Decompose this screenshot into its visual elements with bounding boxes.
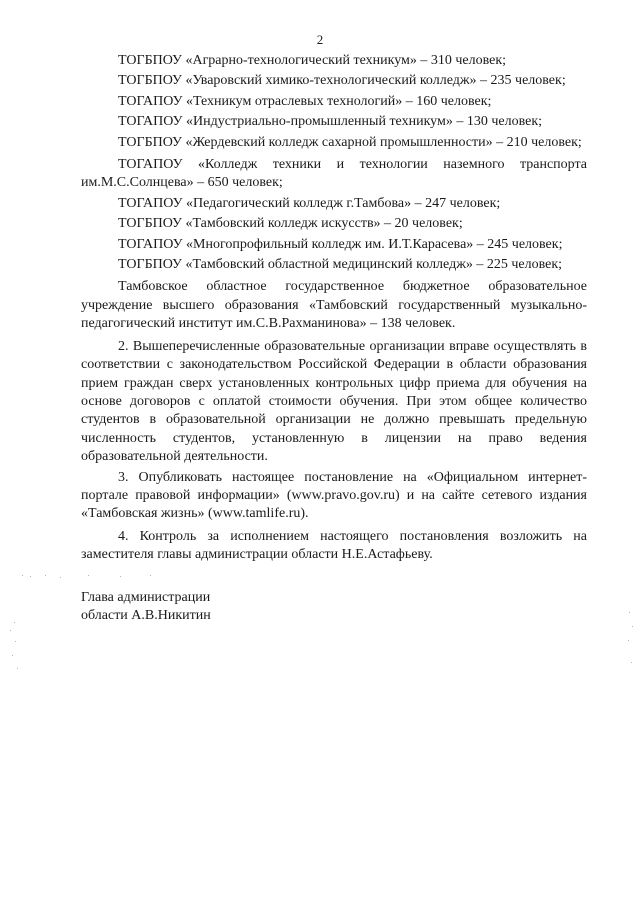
paragraph-publication: 3. Опубликовать настоящее постановление на «Официальном интернет-портале правовой информации» (www.pravo.gov.ru) и на сайте сетевого издания «Тамбовская жизнь» (www.tamlife.ru). xyxy=(81,469,587,522)
org-entry-pedagogical: ТОГАПОУ «Педагогический колледж г.Тамбова» – 247 человек; xyxy=(118,195,501,211)
org-entry-medical: ТОГБПОУ «Тамбовский областной медицинский колледж» – 225 человек; xyxy=(118,257,563,273)
org-entry-agrarian: ТОГБПОУ «Аграрно-технологический техникум» – 310 человек; xyxy=(118,53,507,68)
page-number: 2 xyxy=(316,32,324,47)
org-entry-arts: ТОГБПОУ «Тамбовский колледж искусств» – 20 человек; xyxy=(118,216,463,232)
paragraph-control: 4. Контроль за исполнением настоящего постановления возложить на заместителя главы администрации области Н.Е.Астафьеву. xyxy=(81,528,587,563)
document-body xyxy=(81,52,587,565)
signature-block xyxy=(81,589,211,625)
org-entry-industrial: ТОГАПОУ «Индустриально-промышленный техникум» – 130 человек; xyxy=(118,114,543,130)
org-entry-music-institute: Тамбовское областное государственное бюджетное образовательное учреждение высшего образования «Тамбовский государственный музыкально-педагогический институт им.С.В.Рахманинова» – 138 человек. xyxy=(81,279,587,332)
org-entry-uvarovsky: ТОГБПОУ «Уваровский химико-технологический колледж» – 235 человек; xyxy=(118,73,566,89)
paragraph-admission: 2. Вышеперечисленные образовательные организации вправе осуществлять в соответствии с законодательством Российской Федерации в области образования прием граждан сверх установленных контрольных цифр приема для обучения на основе договоров с оплатой стоимости обучения. При этом общее количество студентов в образовательной организации не должно превышать предельную численность студентов, установленную в лицензии на право ведения образовательной деятельности. xyxy=(81,338,587,465)
signature-title: Глава администрации xyxy=(81,590,211,605)
org-entry-zherdevsky: ТОГБПОУ «Жердевский колледж сахарной промышленности» – 210 человек; xyxy=(118,134,582,150)
org-entry-transport: ТОГАПОУ «Колледж техники и технологии наземного транспорта им.М.С.Солнцева» – 650 человек; xyxy=(81,157,587,191)
org-entry-branch-tech: ТОГАПОУ «Техникум отраслевых технологий» – 160 человек; xyxy=(118,93,492,109)
signature-name: области А.В.Никитин xyxy=(81,608,211,623)
org-entry-multiprofile: ТОГАПОУ «Многопрофильный колледж им. И.Т.Карасева» – 245 человек; xyxy=(118,236,563,252)
